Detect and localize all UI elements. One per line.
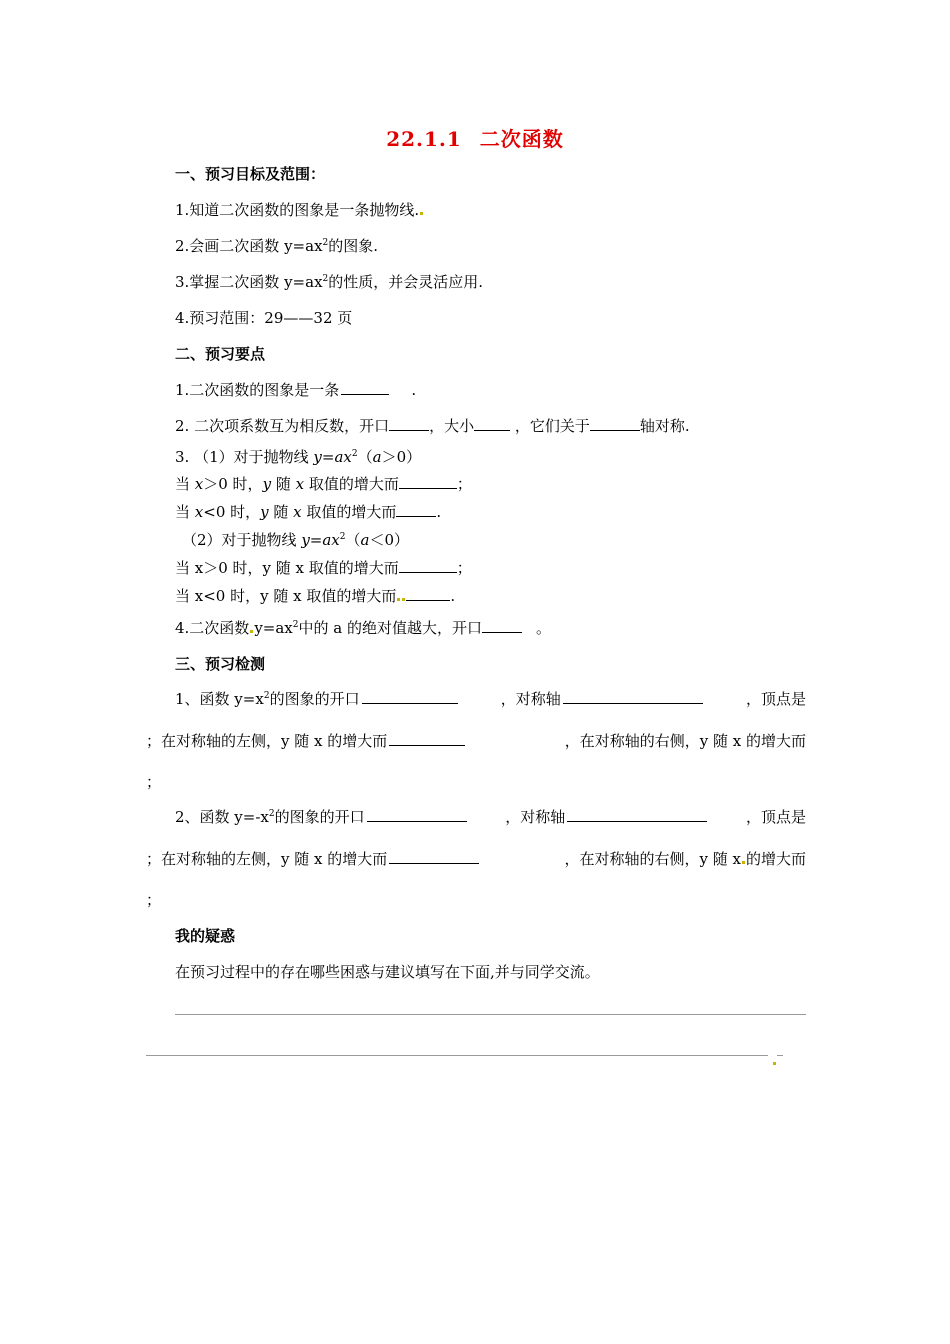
sec2-item-3-f: 当 x<0 时，y 随 x 取值的增大而 .: [175, 587, 456, 605]
answer-line[interactable]: [175, 1014, 806, 1015]
answer-blank[interactable]: [399, 558, 457, 573]
answer-blank[interactable]: [563, 689, 703, 704]
answer-blank[interactable]: [396, 502, 436, 517]
answer-blank[interactable]: [367, 807, 467, 822]
answer-blank[interactable]: [567, 807, 707, 822]
sec2-item-3-c: 当 x<0 时，y 随 x 取值的增大而 .: [175, 503, 442, 521]
marker-dot: [772, 1050, 777, 1069]
answer-blank[interactable]: [362, 689, 458, 704]
title-number: 22.1.1: [386, 127, 462, 151]
answer-blank[interactable]: [399, 474, 457, 489]
answer-line[interactable]: [146, 1055, 768, 1056]
section-3-heading: 三、预习检测: [175, 655, 266, 673]
sec3-q1-line-1: 1、函数 $y=x^2$的图象的开口 ，对称轴 ，顶点是: [175, 690, 806, 708]
marker-dot: [742, 861, 745, 864]
sec2-item-2: 2. 二次项系数互为相反数，开口 ，大小 ，它们关于 轴对称.: [175, 417, 690, 435]
answer-blank[interactable]: [389, 731, 465, 746]
marker-dot: [402, 598, 405, 601]
marker-dot: [420, 212, 423, 215]
sec3-q1-line-3: ；: [146, 773, 162, 791]
answer-line: [777, 1055, 783, 1056]
answer-blank[interactable]: [389, 849, 479, 864]
answer-blank[interactable]: [389, 416, 429, 431]
sec3-q2-line-2: ；在对称轴的左侧，y 随 x 的增大而 ，在对称轴的右侧，y 随 x 的增大而: [146, 850, 806, 868]
marker-dot: [250, 630, 253, 633]
answer-blank[interactable]: [406, 586, 450, 601]
sec3-q2-line-1: 2、函数 $y=-x^2$的图象的开口 ，对称轴 ，顶点是: [175, 808, 806, 826]
sec1-item-4: 4.预习范围：29——32 页: [175, 309, 353, 327]
sec1-item-2: 2.会画二次函数 $y=ax^2$的图象.: [175, 237, 379, 255]
answer-blank[interactable]: [482, 618, 522, 633]
sec2-item-1: 1.二次函数的图象是一条 .: [175, 381, 417, 399]
sec3-q1-line-2: ；在对称轴的左侧，y 随 x 的增大而 ，在对称轴的右侧，y 随 x 的增大而: [146, 732, 806, 750]
doubts-heading: 我的疑惑: [175, 927, 236, 945]
doubts-instruction: 在预习过程中的存在哪些困惑与建议填写在下面,并与同学交流。: [175, 963, 600, 981]
answer-blank[interactable]: [590, 416, 640, 431]
sec2-item-3-d: （2）对于抛物线 $y=ax^2(a<0)$: [182, 531, 410, 549]
marker-dot: [397, 598, 400, 601]
sec1-item-1: 1.知道二次函数的图象是一条抛物线.: [175, 200, 424, 220]
sec2-item-4: 4.二次函数 $y=ax^2$中的 a 的绝对值越大，开口 。: [175, 619, 551, 637]
section-2-heading: 二、预习要点: [175, 345, 266, 363]
sec1-item-3: 3.掌握二次函数 $y=ax^2$的性质，并会灵活应用.: [175, 273, 484, 291]
sec3-q2-line-3: ；: [146, 891, 162, 909]
sec2-item-3-a: 3. （1）对于抛物线 $y=ax^2(a>0)$: [175, 448, 422, 466]
answer-blank[interactable]: [341, 380, 389, 395]
sec2-item-3-e: 当 x＞0 时，y 随 x 取值的增大而 ；: [175, 559, 472, 577]
title-text: 二次函数: [479, 127, 564, 151]
answer-blank[interactable]: [474, 416, 510, 431]
sec2-item-3-b: 当 x＞0 时，y 随 x 取值的增大而 ；: [175, 475, 472, 493]
section-1-heading: 一、预习目标及范围：: [175, 165, 326, 183]
page-title: [0, 123, 950, 152]
